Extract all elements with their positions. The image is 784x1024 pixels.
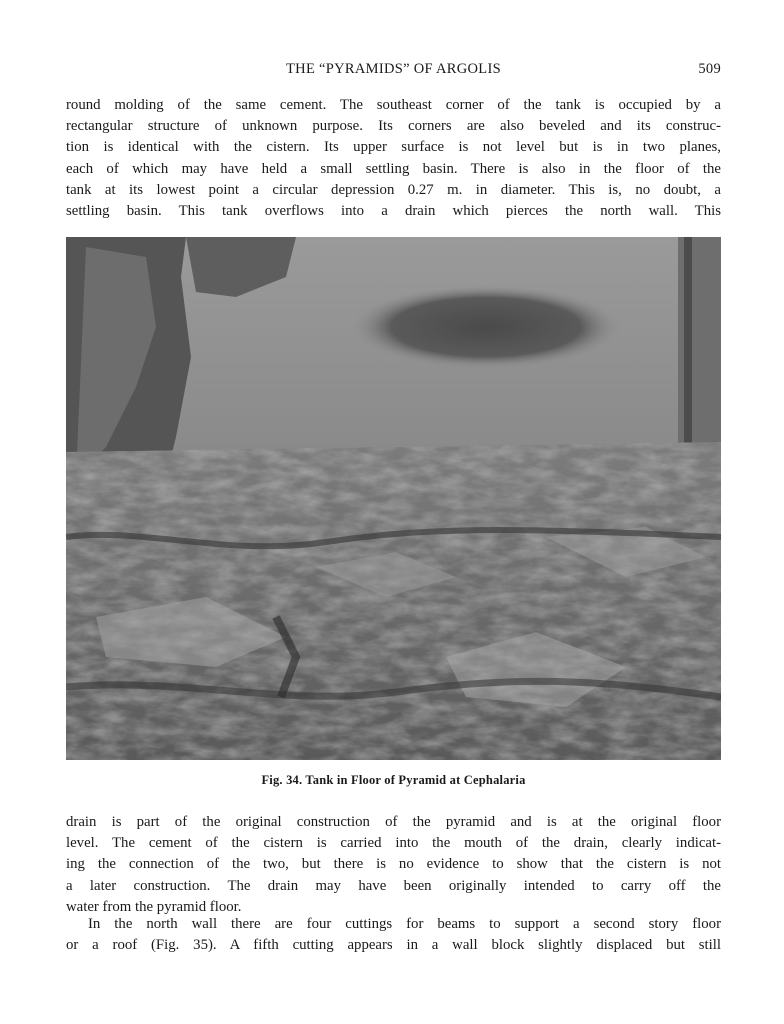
- running-title: THE “PYRAMIDS” OF ARGOLIS: [286, 61, 501, 77]
- page-number: 509: [698, 61, 721, 77]
- text-line: tion is identical with the cistern. Its upper surface is not level but is in two planes,: [66, 139, 721, 156]
- paragraph-bottom: [66, 812, 721, 918]
- paragraph-top: [66, 95, 721, 222]
- text-line: In the north wall there are four cuttings for beams to support a second story floor: [88, 916, 721, 932]
- figure-photograph: [66, 237, 721, 760]
- paragraph-last: [66, 914, 721, 956]
- text-line: each of which may have held a small settling basin. There is also in the floor of the: [66, 160, 721, 177]
- text-line: tank at its lowest point a circular depression 0.27 m. in diameter. This is, no doubt, a: [66, 181, 721, 198]
- text-line: level. The cement of the cistern is carried into the mouth of the drain, clearly indicat-: [66, 835, 721, 852]
- tank-photo: [66, 237, 721, 760]
- text-line: rectangular structure of unknown purpose. Its corners are also beveled and its construc-: [66, 118, 721, 135]
- text-line: water from the pyramid floor.: [66, 898, 242, 915]
- text-line: settling basin. This tank overflows into a drain which pierces the north wall. This: [66, 203, 721, 220]
- running-head: [66, 61, 721, 81]
- text-line: or a roof (Fig. 35). A fifth cutting appears in a wall block slightly displaced but still: [66, 937, 721, 954]
- text-line: a later construction. The drain may have been originally intended to carry off the: [66, 877, 721, 894]
- text-line: round molding of the same cement. The southeast corner of the tank is occupied by a: [66, 97, 721, 113]
- text-line: ing the connection of the two, but there is no evidence to show that the cistern is not: [66, 856, 721, 873]
- figure-caption: Fig. 34. Tank in Floor of Pyramid at Cephalaria: [261, 773, 526, 787]
- text-line: drain is part of the original construction of the pyramid and is at the original floor: [66, 814, 721, 830]
